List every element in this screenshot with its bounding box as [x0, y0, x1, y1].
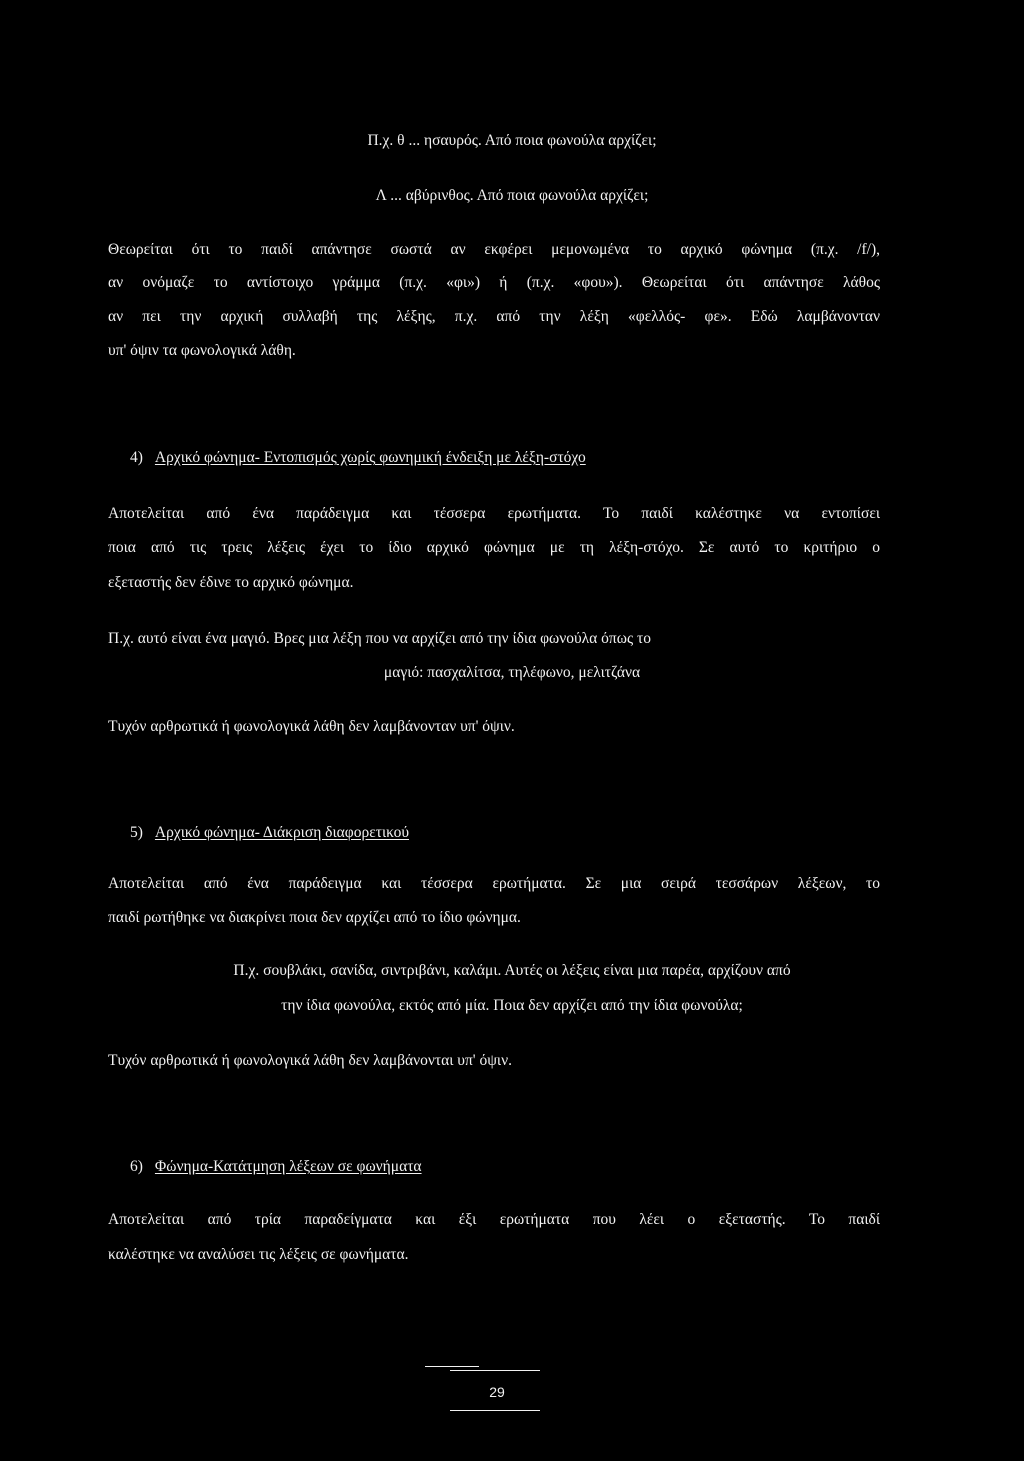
intro-paragraph-line: αν πει την αρχική συλλαβή της λέξης, π.χ. από την λέξη «φελλός- φε». Εδώ λαμβάνονταν — [108, 308, 880, 325]
section4-paragraph-line: ποια από τις τρεις λέξεις έχει το ίδιο αρχικό φώνημα με τη λέξη-στόχο. Σε αυτό το κριτήριο ο — [108, 539, 880, 556]
page-number: 29 — [489, 1384, 505, 1400]
section6-paragraph-line: καλέστηκε να αναλύσει τις λέξεις σε φωνήματα. — [108, 1246, 409, 1263]
section-title: Αρχικό φώνημα- Διάκριση διαφορετικού — [154, 824, 410, 841]
footer-rule-bottom — [450, 1410, 540, 1411]
section-number: 4) — [130, 449, 143, 466]
section5-example-line: Π.χ. σουβλάκι, σανίδα, σιντριβάνι, καλάμι. Αυτές οι λέξεις είναι μια παρέα, αρχίζουν από — [233, 962, 791, 979]
section-title: Αρχικό φώνημα- Εντοπισμός χωρίς φωνημική ένδειξη με λέξη-στόχο — [154, 449, 586, 466]
example-theta: Π.χ. θ ... ησαυρός. Από ποια φωνούλα αρχίζει; — [367, 132, 657, 149]
section-heading-5 — [130, 825, 409, 841]
section-heading-6 — [130, 1159, 422, 1175]
section5-note: Τυχόν αρθρωτικά ή φωνολογικά λάθη δεν λαμβάνονται υπ' όψιν. — [108, 1052, 512, 1069]
section-title: Φώνημα-Κατάτμηση λέξεων σε φωνήματα — [154, 1158, 422, 1175]
section4-example-line: μαγιό: πασχαλίτσα, τηλέφωνο, μελιτζάνα — [383, 664, 641, 681]
intro-paragraph-line: αν ονόμαζε το αντίστοιχο γράμμα (π.χ. «φι») ή (π.χ. «φου»). Θεωρείται ότι απάντησε λάθος — [108, 274, 880, 291]
section4-note: Τυχόν αρθρωτικά ή φωνολογικά λάθη δεν λαμβάνονταν υπ' όψιν. — [108, 718, 515, 735]
section4-paragraph-line: Αποτελείται από ένα παράδειγμα και τέσσερα ερωτήματα. Το παιδί καλέστηκε να εντοπίσει — [108, 505, 880, 522]
example-lambda: Λ ... αβύρινθος. Από ποια φωνούλα αρχίζει; — [375, 187, 649, 204]
section-heading-4 — [130, 450, 586, 466]
section-number: 5) — [130, 824, 143, 841]
section-number: 6) — [130, 1158, 143, 1175]
intro-paragraph-line: Θεωρείται ότι το παιδί απάντησε σωστά αν εκφέρει μεμονωμένα το αρχικό φώνημα (π.χ. /f/), — [108, 241, 880, 258]
section5-paragraph-line: Αποτελείται από ένα παράδειγμα και τέσσερα ερωτήματα. Σε μια σειρά τεσσάρων λέξεων, το — [108, 875, 880, 892]
section5-example-line: την ίδια φωνούλα, εκτός από μία. Ποια δεν αρχίζει από την ίδια φωνούλα; — [281, 997, 743, 1014]
footer-rule-top — [425, 1366, 479, 1367]
section4-example-line: Π.χ. αυτό είναι ένα μαγιό. Βρες μια λέξη που να αρχίζει από την ίδια φωνούλα όπως το — [108, 630, 651, 647]
section4-paragraph-line: εξεταστής δεν έδινε το αρχικό φώνημα. — [108, 574, 354, 591]
intro-paragraph-line: υπ' όψιν τα φωνολογικά λάθη. — [108, 342, 296, 359]
section5-paragraph-line: παιδί ρωτήθηκε να διακρίνει ποια δεν αρχίζει από το ίδιο φώνημα. — [108, 909, 521, 926]
footer-rule-top-2 — [450, 1370, 540, 1371]
section6-paragraph-line: Αποτελείται από τρία παραδείγματα και έξι ερωτήματα που λέει ο εξεταστής. Το παιδί — [108, 1211, 880, 1228]
